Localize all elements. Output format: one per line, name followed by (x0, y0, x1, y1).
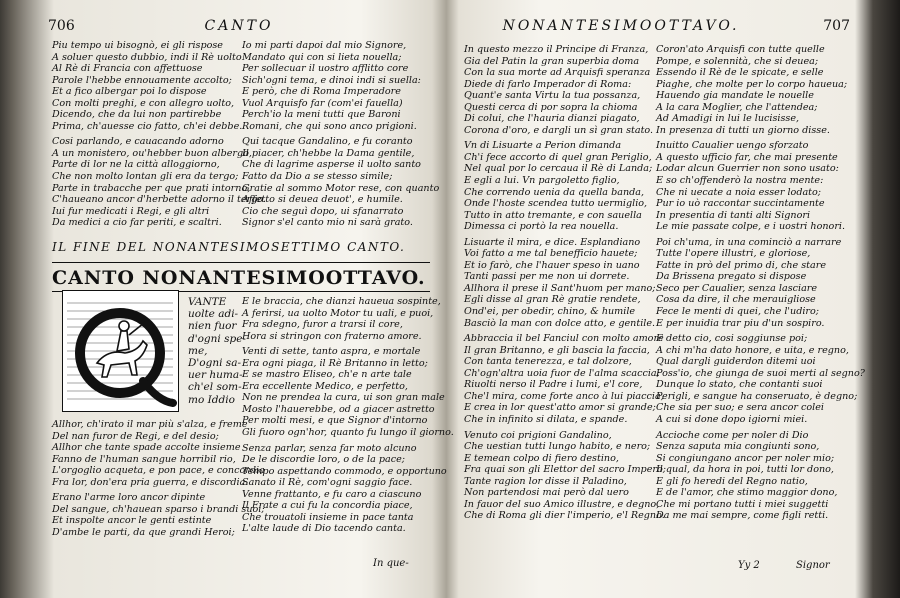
verse-line: Et io farò, che l'hauer speso in uano (464, 259, 640, 271)
verse-line: Gratie al sommo Motor rese, con quanto (242, 182, 440, 194)
verse-line: Qui tacque Gandalino, e fu coranto (242, 136, 413, 148)
verse-line: Voi fatto a me tal benefficio hauete; (464, 248, 638, 260)
verse-line: Cosa da dire, il che merauigliose (656, 294, 816, 306)
verse-line: Dimessa ci portò la rea nouella. (464, 221, 619, 233)
verse-line: Si congiungano ancor per noler mio; (656, 452, 835, 464)
verse-line: Pur io uò raccontar succintamente (656, 198, 825, 210)
verse-line: Iui fur medicati i Regi, e gli altri (52, 205, 210, 217)
verse-line: nien fuor (188, 320, 237, 333)
verse-line: Vn di Lisuarte a Perion dimanda (464, 140, 622, 152)
verse-line: In questo mezzo il Principe di Franza, (464, 44, 649, 55)
verse-line: E de l'amor, che stimo maggior dono, (656, 487, 838, 499)
verse-line: Le mie passate colpe, e i uostri honori. (656, 221, 846, 233)
verse-line: Allhora il prese il Sant'huom per mano; (464, 282, 656, 294)
verse-line: Gia del Patin la gran superbia doma (464, 55, 640, 67)
verse-line: Venuto coi prigioni Gandalino, (464, 429, 612, 441)
verse-line: Tutto in atto tremante, e con sauella (464, 209, 642, 221)
verse-line: E egli a lui. Vn pargoletto figlio, (464, 175, 620, 187)
verse-line: E se mastro Eliseo, ch'e n arte tale (242, 369, 412, 381)
verse-line: Che ni uecate a noia esser lodato; (656, 186, 822, 198)
verse-line: Piaghe, che molte per lo corpo haueua; (656, 78, 848, 90)
verse-line: mo Iddio (188, 393, 235, 406)
verse-line: Il qual, da hora in poi, tutti lor dono, (656, 464, 834, 476)
verse-line: In presentia di tanti alti Signori (656, 209, 811, 221)
verse-line: Di colui, che l'hauria dianzi piagato, (464, 113, 640, 125)
right-page-number: 707 (823, 18, 850, 34)
verse-line: Parole l'hebbe ennouamente accolto; (52, 74, 232, 86)
verse-line: Il gran Britanno, e gli bascia la faccia, (464, 344, 650, 356)
verse-line: Inuitto Caualier uengo sforzato (656, 140, 809, 152)
verse-line: D'ambe le parti, da que grandi Heroi; (52, 526, 235, 538)
horseman-woodcut-icon (63, 291, 178, 411)
verse-line: Che in infinito si dilata, e spande. (464, 413, 628, 425)
verse-line: Da Brissena pregato si dispose (656, 271, 807, 283)
verse-line: Sanato il Rè, com'ogni saggio face. (242, 477, 413, 489)
verse-line: Corona d'oro, e dargli un sì gran stato. (464, 124, 654, 136)
verse-line: Gli fuoro ogn'hor, quanto fu lungo il giorno. (242, 427, 454, 439)
verse-line: Poss'io, che giunga de suoi merti al segno? (656, 367, 865, 379)
decorated-initial-q (62, 290, 179, 412)
verse-line: E crea in lor quest'atto amor si grande; (464, 402, 656, 414)
verse-line: Questi cerca di por sopra la chioma (464, 101, 638, 113)
verse-line: Per molti mesi, e que Signor d'intorno (242, 415, 428, 427)
verse-line: Et a fico albergar poi lo dispose (52, 86, 207, 98)
verse-line: Ch'ogn'altra uoia fuor de l'alma scaccia; (464, 367, 660, 379)
verse-line: Venne frattanto, e fu caro a ciascuno (242, 488, 422, 500)
verse-line: A questo ufficio far, che mai presente (656, 151, 838, 163)
verse-line: Il Frate a cui fu la concordia piace, (242, 500, 413, 512)
canto-title: CANTO NONANTESIMOOTTAVO. (52, 267, 426, 289)
verse-line: Io mi parti dapoi dal mio Signore, (242, 40, 407, 51)
verse-line: Che di Roma gli dier l'imperio, e'l Regno. (464, 510, 665, 522)
verse-line: Seco per Caualier, senza lasciare (656, 282, 818, 294)
verse-line: Allhor, ch'irato il mar più s'alza, e freme (52, 419, 248, 430)
left-column-2-bottom (242, 296, 454, 535)
end-of-canto-line: IL FINE DEL NONANTESIMOSETTIMO CANTO. (52, 240, 406, 254)
verse-line: Che trouatoli insieme in pace tanta (242, 511, 414, 523)
verse-line: uolte adi- (188, 308, 239, 321)
verse-line: Poi ch'uma, in una cominciò a narrare (656, 236, 842, 248)
verse-line: D'ogni sa- (188, 357, 242, 370)
verse-line: Ch'i fece accorto di quel gran Periglio, (464, 151, 652, 163)
verse-line: me, (188, 344, 208, 357)
verse-line: Onde l'hoste scendea tutto uermiglio, (464, 198, 648, 210)
verse-line: Erano l'arme loro ancor dipinte (52, 492, 206, 504)
verse-line: Et inspolte ancor le genti estinte (52, 515, 212, 527)
verse-line: Perigli, e sangue ha conseruato, è degno; (656, 390, 858, 402)
right-catchword: Signor (796, 560, 830, 571)
verse-line: Fece le menti di quei, che l'udiro; (656, 306, 820, 318)
left-column-1-top (52, 40, 266, 229)
verse-line: Al Rè di Francia con affettuose (52, 63, 203, 75)
verse-line: Tante ragion lor disse il Paladino, (464, 475, 627, 487)
verse-line: Perch'io la meni tutti que Baroni (242, 109, 401, 121)
verse-line: Non ne prendea la cura, ui son gran male (242, 392, 445, 404)
verse-line: Hora si stringon con fraterno amore. (242, 330, 422, 342)
verse-line: Dicendo, che da lui non partirebbe (52, 109, 222, 121)
verse-line: Non partendosi mai però dal uero (464, 487, 629, 499)
verse-line: Quant'e santa Virtu la tua possanza, (464, 90, 641, 102)
left-catchword: In que- (373, 558, 409, 569)
verse-line: Da me mai sempre, come figli retti. (656, 510, 829, 522)
right-column-1 (464, 44, 666, 522)
verse-line: Fatte in prò del primo di, che stare (656, 259, 827, 271)
verse-line: Accioche come per noler di Dio (656, 429, 809, 441)
verse-line: Hauendo gia mandate le nouelle (656, 90, 814, 102)
verse-line: Cosi parlando, e cauacando adorno (52, 136, 224, 148)
verse-line: Sich'ogni tema, e dinoi indi si suella: (242, 74, 421, 86)
verse-line: Affetto si deuea deuot', e humile. (242, 194, 403, 206)
verse-line: Abbraccia il bel Fanciul con molto amore (464, 333, 664, 345)
verse-line: Con tanta tenerezza, e tal dolzore, (464, 356, 632, 368)
verse-line: Senza saputa mia congiunti sono, (656, 441, 820, 453)
verse-line: Egli disse al gran Rè gratie rendete, (464, 294, 641, 306)
verse-line: Ond'ei, per obedir, chino, & humile (464, 306, 636, 318)
verse-line: Senza parlar, senza far moto alcuno (242, 442, 417, 454)
verse-line: Per sollecuar il uostro afflitto core (242, 63, 409, 75)
left-column-1-bottom (52, 419, 265, 538)
verse-line: d'ogni spe- (188, 332, 246, 345)
verse-line: Tanti passi per me non ui dorrete. (464, 271, 630, 283)
verse-line: Che uestian tutti lungo habito, e nero; (464, 441, 651, 453)
verse-line: Piu tempo ui bisognò, ei gli rispose (52, 40, 223, 51)
verse-line: E gli fo heredi del Regno natio, (656, 475, 808, 487)
verse-line: Che mi portano tutti i miei suggetti (656, 498, 829, 510)
left-running-head: CANTO (204, 18, 274, 34)
verse-line: E le braccia, che dianzi haueua sospinte, (242, 296, 441, 307)
verse-line: Con molti preghi, e con allegro uolto, (52, 97, 235, 109)
verse-line: Fatto da Dio a se stesso simile; (242, 171, 393, 183)
verse-line: Cio che seguì dopo, ui sfanarrato (242, 205, 404, 217)
verse-line: Con la sua morte ad Arquisfi speranza (464, 67, 651, 79)
verse-line: In presenza di tutti un giorno disse. (656, 124, 830, 136)
verse-line: L'orgoglio acqueta, e pon pace, e concordia (52, 465, 265, 477)
right-header (452, 18, 850, 40)
verse-line: Nel qual por lo cercaua il Rè di Landa; (464, 163, 653, 175)
verse-line: E so ch'offenderò la nostra mente: (656, 175, 824, 187)
verse-line: Pompe, e solennità, che si deuea; (656, 55, 819, 67)
left-page-number: 706 (48, 18, 75, 34)
verse-line: Era ogni piaga, il Rè Britanno in letto; (242, 357, 428, 369)
verse-line: Romani, che qui sono anco prigioni. (242, 120, 417, 132)
verse-line: De le discordie loro, o de la pace; (242, 454, 406, 466)
verse-line: Tempo aspettando commodo, e opportuno (242, 465, 447, 477)
verse-line: Che'l mira, come forte anco à lui piaccia, (464, 390, 664, 402)
verse-line: Vuol Arquisfo far (com'ei fauella) (242, 97, 403, 109)
right-column-2 (656, 44, 865, 522)
verse-line: Il piacer, ch'hebbe la Dama gentile, (242, 147, 415, 159)
verse-line: Che non molto lontan gli era da tergo; (52, 171, 239, 183)
verse-line: A la cara Moglier, che l'attendea; (656, 101, 818, 113)
verse-line: Parte in trabacche per que prati intorno, (52, 182, 251, 194)
verse-line: Lodar alcun Guerrier non sono usato: (656, 163, 839, 175)
left-page (38, 0, 454, 598)
verse-line: Fanno de l'human sangue horribil rio, (52, 453, 236, 465)
left-column-2-top (242, 40, 439, 229)
verse-line: Che sia per suo; e sera ancor colei (656, 402, 824, 414)
verse-line: Qual dargli guiderdon ditemi uoi (656, 356, 816, 368)
verse-line: Allhor che tante spade accolte insieme (52, 442, 241, 454)
verse-line: Del nan furor de Regi, e del desio; (52, 430, 219, 442)
verse-line: Ad Amadigi in lui le lucisisse, (656, 113, 800, 125)
verse-line: E temean colpo di fiero destino, (464, 452, 619, 464)
verse-line: Lisuarte il mira, e dice. Esplandiano (464, 236, 641, 248)
drop-cap-text (188, 296, 246, 406)
verse-line: A cui si done dopo igiorni miei. (656, 413, 808, 425)
verse-line: Riuolti nerso il Padre i lumi, e'l core, (464, 379, 643, 391)
divider-rule-top (52, 262, 430, 263)
verse-line: Dunque lo stato, che contanti suoi (656, 379, 823, 391)
verse-line: A soluer questo dubbio, indi il Rè uolto (52, 51, 242, 63)
verse-line: Che correndo uenia da quella banda, (464, 186, 645, 198)
verse-line: VANTE (188, 296, 227, 308)
verse-line: ch'el som- (188, 381, 242, 394)
verse-line: Parte di lor ne la città alloggiorno, (52, 159, 220, 171)
verse-line: Signor s'el canto mio ni sarà grato. (242, 217, 413, 229)
verse-line: Venti di sette, tanto aspra, e mortale (242, 346, 421, 358)
right-page (452, 0, 865, 598)
verse-line: A ferirsi, ua uolto Motor tu uali, e puoi, (242, 307, 434, 319)
signature-mark: Yy 2 (738, 560, 760, 571)
verse-line: Tutte l'opere illustri, e gloriose, (656, 248, 811, 260)
verse-line: Che di lagrime asperse il uolto santo (242, 159, 421, 171)
verse-line: L'alte laude di Dio tacendo canta. (242, 523, 406, 535)
verse-line: E per inuidia trar piu d'un sospiro. (656, 317, 825, 329)
verse-line: E detto cio, cosi soggiunse poi; (656, 333, 808, 345)
verse-line: Fra quai son gli Elettor del sacro Impero; (464, 464, 666, 476)
verse-line: Del sangue, ch'hauean sparso i brandi suoi; (52, 503, 265, 515)
verse-line: Fra sdegno, furor a trarsi il core, (242, 319, 403, 331)
verse-line: Da medici a cio far periti, e scaltri. (52, 217, 222, 229)
verse-line: Diede di farlo Imperador di Roma: (464, 78, 632, 90)
verse-line: Era eccellente Medico, e perfetto, (242, 380, 408, 392)
verse-line: Mosto l'hauerebbe, od a giacer astretto (242, 403, 435, 415)
verse-line: Prima, ch'auesse cio fatto, ch'ei debbe. (52, 120, 243, 132)
verse-line: Coron'ato Arquisfi con tutte quelle (656, 44, 825, 55)
verse-line: Essendo il Rè de le spicate, e selle (656, 67, 824, 79)
verse-line: Mandato qui con si lieta nouella; (242, 51, 402, 63)
left-header (38, 18, 440, 40)
verse-line: In fauor del suo Amico illustre, e degno, (464, 498, 660, 510)
verse-line: Fra lor, don'era pria guerra, e discordia. (52, 476, 249, 488)
verse-line: A chi m'ha dato honore, e uita, e regno, (656, 344, 849, 356)
verse-line: A un monistero, ou'hebber buon albergo, (52, 147, 252, 159)
right-running-head: NONANTESIMOOTTAVO. (502, 18, 740, 34)
verse-line: uer huma- (188, 369, 243, 382)
verse-line: E però, che di Roma Imperadore (242, 86, 401, 98)
verse-line: C'haueano ancor d'herbette adorno il tergo. (52, 194, 266, 206)
verse-line: Basciò la man con dolce atto, e gentile. (464, 317, 656, 329)
